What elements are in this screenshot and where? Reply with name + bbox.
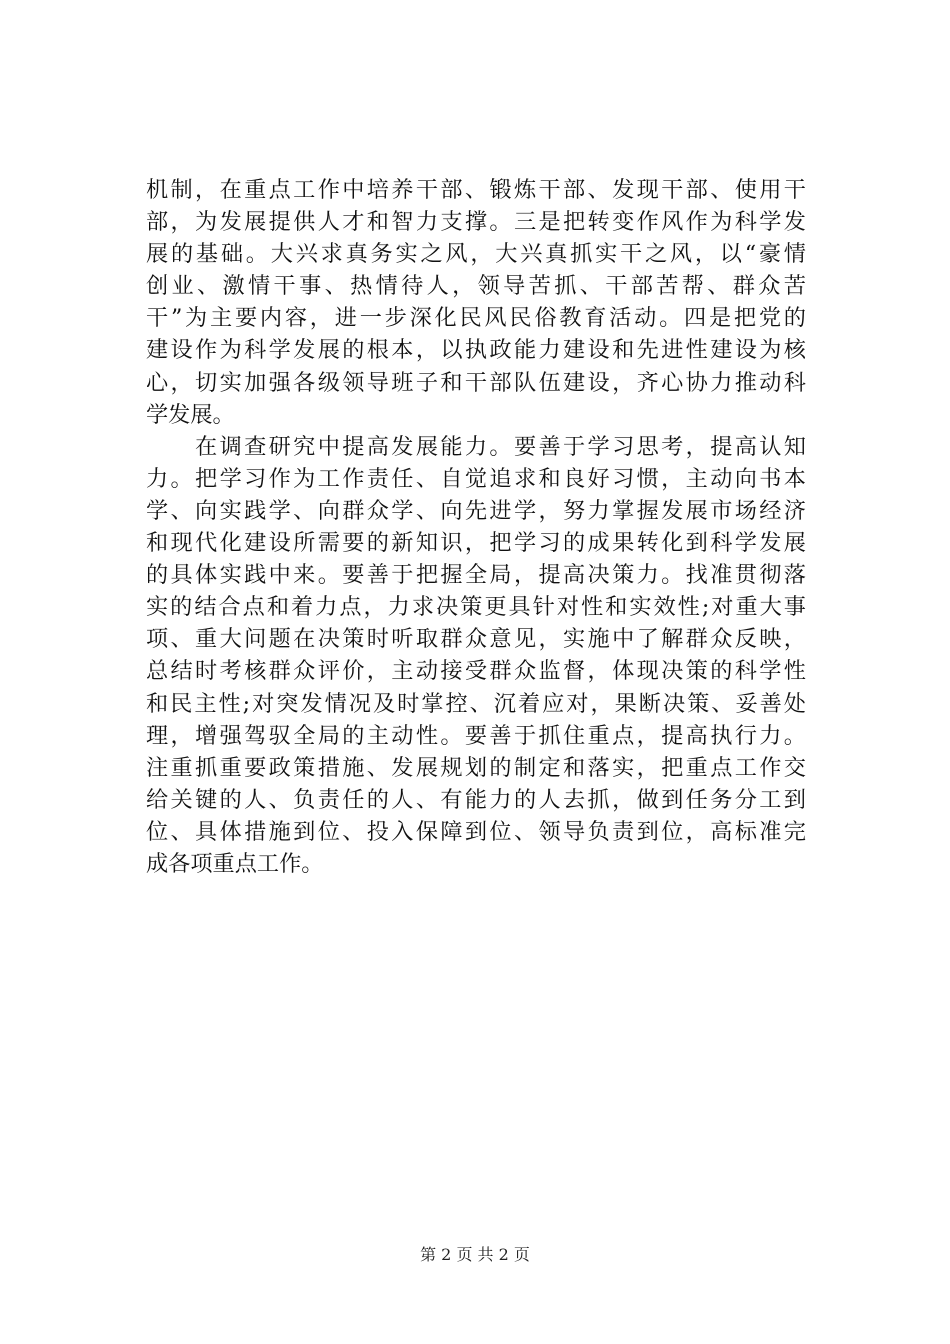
text-line: 在调查研究中提高发展能力。要善于学习思考，提高认知 bbox=[146, 433, 806, 460]
body-text bbox=[146, 174, 806, 880]
text-line: 心，切实加强各级领导班子和干部队伍建设，齐心协力推动科 bbox=[146, 369, 806, 396]
text-line: 和现代化建设所需要的新知识，把学习的成果转化到科学发展 bbox=[146, 530, 806, 557]
text-line: 力。把学习作为工作责任、自觉追求和良好习惯，主动向书本 bbox=[146, 465, 806, 492]
text-line: 学、向实践学、向群众学、向先进学，努力掌握发展市场经济 bbox=[146, 497, 806, 524]
text-line: 机制，在重点工作中培养干部、锻炼干部、发现干部、使用干 bbox=[146, 177, 806, 203]
text-line: 和民主性;对突发情况及时掌控、沉着应对，果断决策、妥善处 bbox=[146, 690, 806, 717]
text-line: 学发展。 bbox=[146, 401, 235, 428]
text-line: 干”为主要内容，进一步深化民风民俗教育活动。四是把党的 bbox=[146, 305, 806, 332]
page-footer: 第 2 页 共 2 页 bbox=[420, 1245, 530, 1264]
text-line: 总结时考核群众评价，主动接受群众监督，体现决策的科学性 bbox=[146, 658, 806, 685]
text-line: 部，为发展提供人才和智力支撑。三是把转变作风作为科学发 bbox=[146, 209, 806, 236]
text-line: 创业、激情干事、热情待人，领导苦抓、干部苦帮、群众苦 bbox=[146, 273, 806, 300]
text-line: 建设作为科学发展的根本，以执政能力建设和先进性建设为核 bbox=[146, 337, 806, 364]
text-line: 成各项重点工作。 bbox=[146, 850, 324, 877]
text-line: 展的基础。大兴求真务实之风，大兴真抓实干之风，以“豪情 bbox=[146, 241, 806, 268]
text-line: 项、重大问题在决策时听取群众意见，实施中了解群众反映， bbox=[146, 626, 806, 653]
text-line: 给关键的人、负责任的人、有能力的人去抓，做到任务分工到 bbox=[146, 786, 806, 813]
text-line: 的具体实践中来。要善于把握全局，提高决策力。找准贯彻落 bbox=[146, 562, 806, 589]
text-line: 位、具体措施到位、投入保障到位、领导负责到位，高标准完 bbox=[146, 818, 806, 845]
text-line: 理，增强驾驭全局的主动性。要善于抓住重点，提高执行力。 bbox=[146, 722, 806, 749]
text-line: 实的结合点和着力点，力求决策更具针对性和实效性;对重大事 bbox=[146, 594, 806, 621]
text-line: 注重抓重要政策措施、发展规划的制定和落实，把重点工作交 bbox=[146, 754, 806, 781]
